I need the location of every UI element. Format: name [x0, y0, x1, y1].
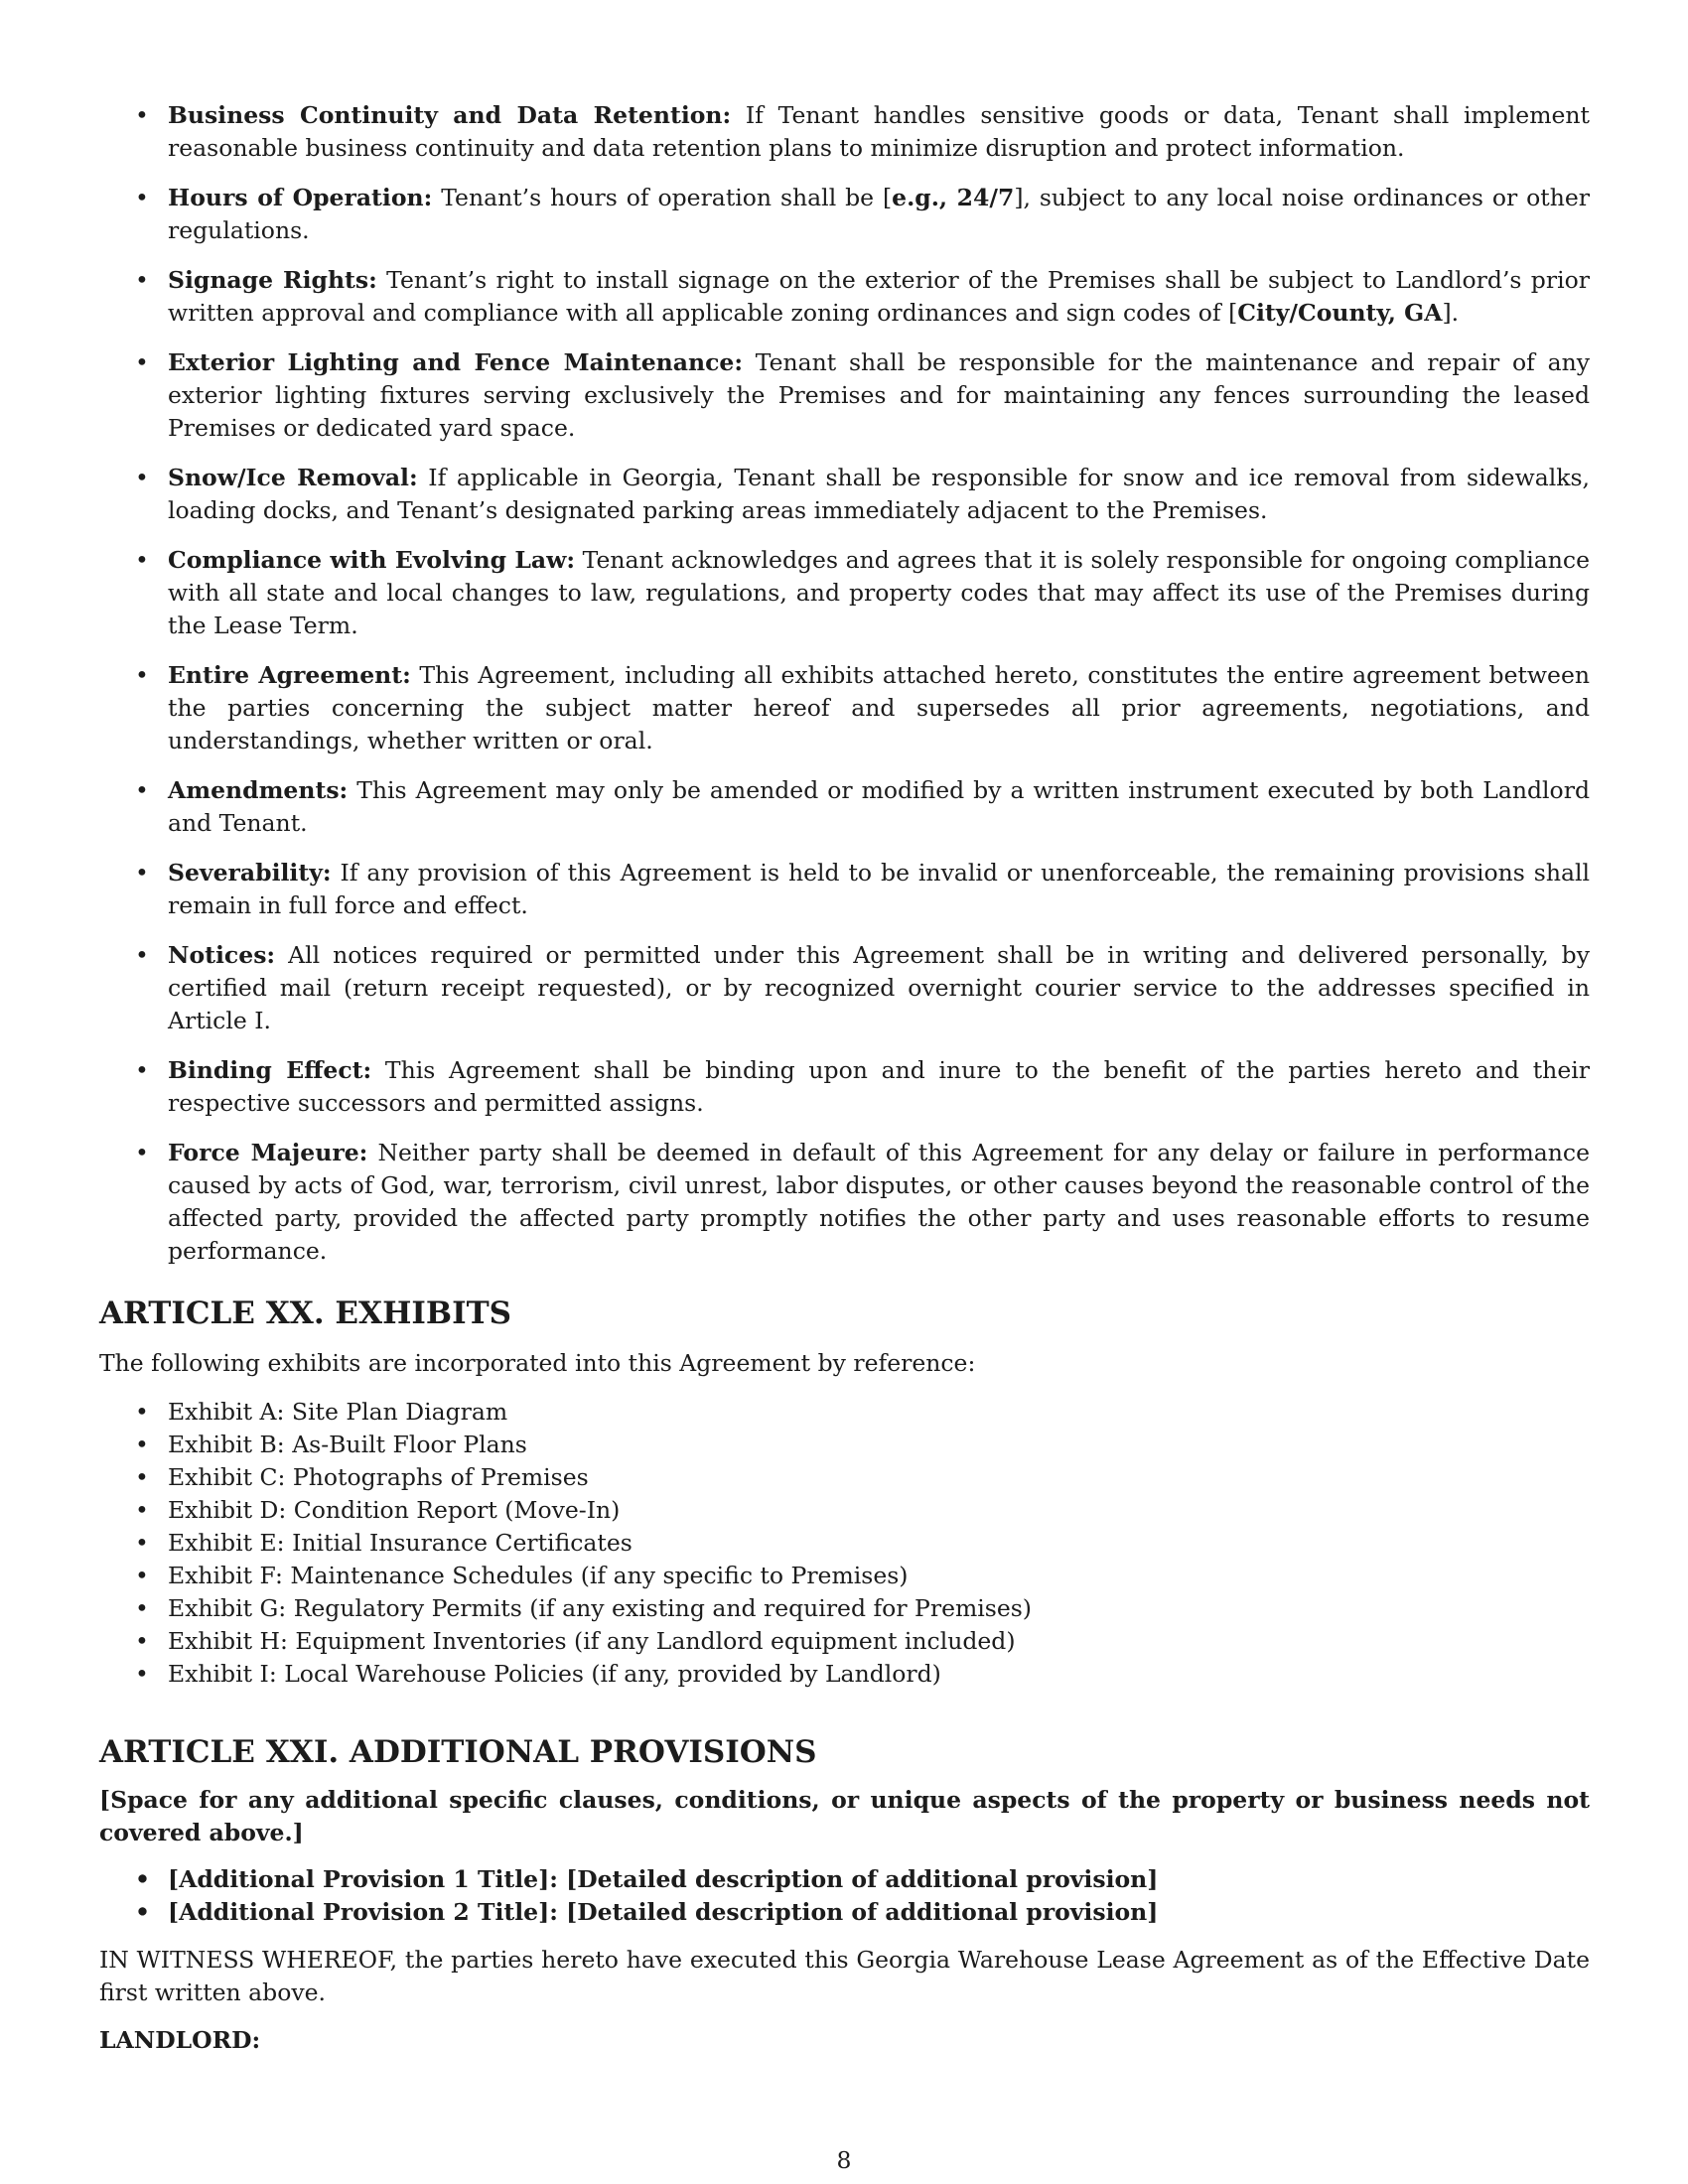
bullet-icon: • [135, 1431, 149, 1458]
clause-binding-effect [99, 1054, 1590, 1120]
article-21-intro: [Space for any additional specific clauses, conditions, or unique aspects of the property or business needs not covered above.] [99, 1786, 1590, 1846]
bullet-icon: • [135, 1660, 149, 1688]
bullet-icon: • [135, 1898, 151, 1926]
clause-title: Snow/Ice Removal: [168, 464, 418, 491]
bullet-icon: • [135, 859, 149, 887]
clause-signage-rights [99, 264, 1590, 330]
additional-provision-list [99, 1863, 1590, 1929]
clause-title: Entire Agreement: [168, 661, 411, 689]
exhibit-item [99, 1560, 1590, 1592]
clause-title: Amendments: [168, 776, 349, 804]
clause-title: Force Majeure: [168, 1139, 368, 1166]
bullet-icon: • [135, 184, 149, 211]
clause-text: Tenant’s right to install signage on the exterior of the Premises shall be subject to Landlord’s prior written approval and compliance with all applicable zoning ordinances and sign codes of [ [168, 266, 1590, 327]
exhibit-item [99, 1592, 1590, 1625]
witness-clause: IN WITNESS WHEREOF, the parties hereto have executed this Georgia Warehouse Lease Agreement as of the Effective Date first written above. [99, 1946, 1590, 2006]
exhibit-label: Exhibit I: Local Warehouse Policies (if any, provided by Landlord) [168, 1660, 941, 1688]
bullet-icon: • [135, 1865, 151, 1893]
exhibit-label: Exhibit G: Regulatory Permits (if any existing and required for Premises) [168, 1594, 1032, 1622]
clause-snow-ice-removal [99, 462, 1590, 527]
placeholder-city-county: City/County, GA [1237, 299, 1443, 327]
placeholder-hours: e.g., 24/7 [892, 184, 1015, 211]
additional-provision-item [99, 1863, 1590, 1896]
clause-text: If Tenant handles sensitive goods or data, Tenant shall implement reasonable business continuity and data retention plans to minimize disruption and protect information. [168, 101, 1590, 162]
bullet-icon: • [135, 1529, 149, 1557]
clause-title: Severability: [168, 859, 332, 887]
clause-amendments [99, 774, 1590, 840]
landlord-label: LANDLORD: [99, 2026, 261, 2054]
clause-title: Exterior Lighting and Fence Maintenance: [168, 348, 743, 376]
clause-list [99, 99, 1590, 1268]
bullet-icon: • [135, 1139, 149, 1166]
clause-title: Notices: [168, 941, 276, 969]
bullet-icon: • [135, 1562, 149, 1589]
clause-text-after: ]. [1442, 299, 1460, 327]
clause-exterior-lighting [99, 346, 1590, 445]
bullet-icon: • [135, 941, 149, 969]
clause-hours-of-operation [99, 182, 1590, 247]
exhibit-item [99, 1625, 1590, 1658]
exhibit-item [99, 1494, 1590, 1527]
additional-provision-label: [Additional Provision 1 Title]: [Detailed description of additional provision] [168, 1865, 1159, 1893]
clause-text: This Agreement shall be binding upon and inure to the benefit of the parties hereto and their respective successors and permitted assigns. [168, 1056, 1590, 1117]
article-20-heading: ARTICLE XX. EXHIBITS [99, 1296, 512, 1331]
bullet-icon: • [135, 661, 149, 689]
bullet-icon: • [135, 776, 149, 804]
exhibit-label: Exhibit F: Maintenance Schedules (if any specific to Premises) [168, 1562, 909, 1589]
additional-provision-label: [Additional Provision 2 Title]: [Detailed description of additional provision] [168, 1898, 1159, 1926]
bullet-icon: • [135, 1627, 149, 1655]
clause-text: Tenant acknowledges and agrees that it is solely responsible for ongoing compliance with all state and local changes to law, regulations, and property codes that may affect its use of the Premises during the Lease Term. [168, 546, 1590, 639]
exhibit-label: Exhibit C: Photographs of Premises [168, 1463, 589, 1491]
exhibit-item [99, 1527, 1590, 1560]
clause-text: Neither party shall be deemed in default of this Agreement for any delay or failure in performance caused by acts of God, war, terrorism, civil unrest, labor disputes, or other causes beyond the reasonable control of the affected party, provided the affected party promptly notifies the other party and uses reasonable efforts to resume performance. [168, 1139, 1591, 1265]
page-number: 8 [836, 2146, 852, 2174]
clause-text: If any provision of this Agreement is held to be invalid or unenforceable, the remaining provisions shall remain in full force and effect. [168, 859, 1590, 919]
bullet-icon: • [135, 1056, 149, 1084]
additional-provision-item [99, 1896, 1590, 1929]
clause-text: All notices required or permitted under this Agreement shall be in writing and delivered personally, by certified mail (return receipt requested), or by recognized overnight courier service to the addresses specified in Article I. [168, 941, 1590, 1034]
exhibit-item [99, 1461, 1590, 1494]
clause-title: Signage Rights: [168, 266, 377, 294]
clause-entire-agreement [99, 659, 1590, 757]
clause-title: Hours of Operation: [168, 184, 433, 211]
clause-title: Binding Effect: [168, 1056, 372, 1084]
clause-severability [99, 857, 1590, 922]
bullet-icon: • [135, 1398, 149, 1426]
clause-compliance-evolving-law [99, 544, 1590, 642]
clause-text: This Agreement may only be amended or modified by a written instrument executed by both Landlord and Tenant. [168, 776, 1590, 837]
exhibit-label: Exhibit D: Condition Report (Move-In) [168, 1496, 621, 1524]
bullet-icon: • [135, 546, 149, 574]
exhibit-label: Exhibit E: Initial Insurance Certificates [168, 1529, 633, 1557]
clause-notices [99, 939, 1590, 1037]
bullet-icon: • [135, 101, 149, 129]
bullet-icon: • [135, 266, 149, 294]
clause-title: Compliance with Evolving Law: [168, 546, 576, 574]
clause-text: If applicable in Georgia, Tenant shall be responsible for snow and ice removal from sidewalks, loading docks, and Tenant’s designated parking areas immediately adjacent to the Premises. [168, 464, 1590, 524]
exhibit-item [99, 1396, 1590, 1429]
bullet-icon: • [135, 1594, 149, 1622]
clause-text: This Agreement, including all exhibits attached hereto, constitutes the entire agreement between the parties concerning the subject matter hereof and supersedes all prior agreements, negotiations, and understandings, whether written or oral. [168, 661, 1590, 754]
exhibit-item [99, 1658, 1590, 1691]
bullet-icon: • [135, 1463, 149, 1491]
clause-force-majeure [99, 1137, 1590, 1268]
exhibit-label: Exhibit B: As-Built Floor Plans [168, 1431, 527, 1458]
exhibit-label: Exhibit H: Equipment Inventories (if any Landlord equipment included) [168, 1627, 1016, 1655]
exhibit-list [99, 1396, 1590, 1691]
clause-title: Business Continuity and Data Retention: [168, 101, 732, 129]
article-21-heading: ARTICLE XXI. ADDITIONAL PROVISIONS [99, 1734, 817, 1770]
exhibit-label: Exhibit A: Site Plan Diagram [168, 1398, 508, 1426]
bullet-icon: • [135, 348, 149, 376]
bullet-icon: • [135, 1496, 149, 1524]
exhibit-item [99, 1429, 1590, 1461]
clause-text: Tenant’s hours of operation shall be [ [432, 184, 893, 211]
clause-text: Tenant shall be responsible for the maintenance and repair of any exterior lighting fixtures serving exclusively the Premises and for maintaining any fences surrounding the leased Premises or dedicated yard space. [168, 348, 1590, 442]
clause-business-continuity [99, 99, 1590, 165]
article-20-intro: The following exhibits are incorporated into this Agreement by reference: [99, 1349, 976, 1377]
clause-text-after: ], subject to any local noise ordinances or other regulations. [168, 184, 1590, 244]
bullet-icon: • [135, 464, 149, 491]
document-page [99, 99, 1590, 2057]
